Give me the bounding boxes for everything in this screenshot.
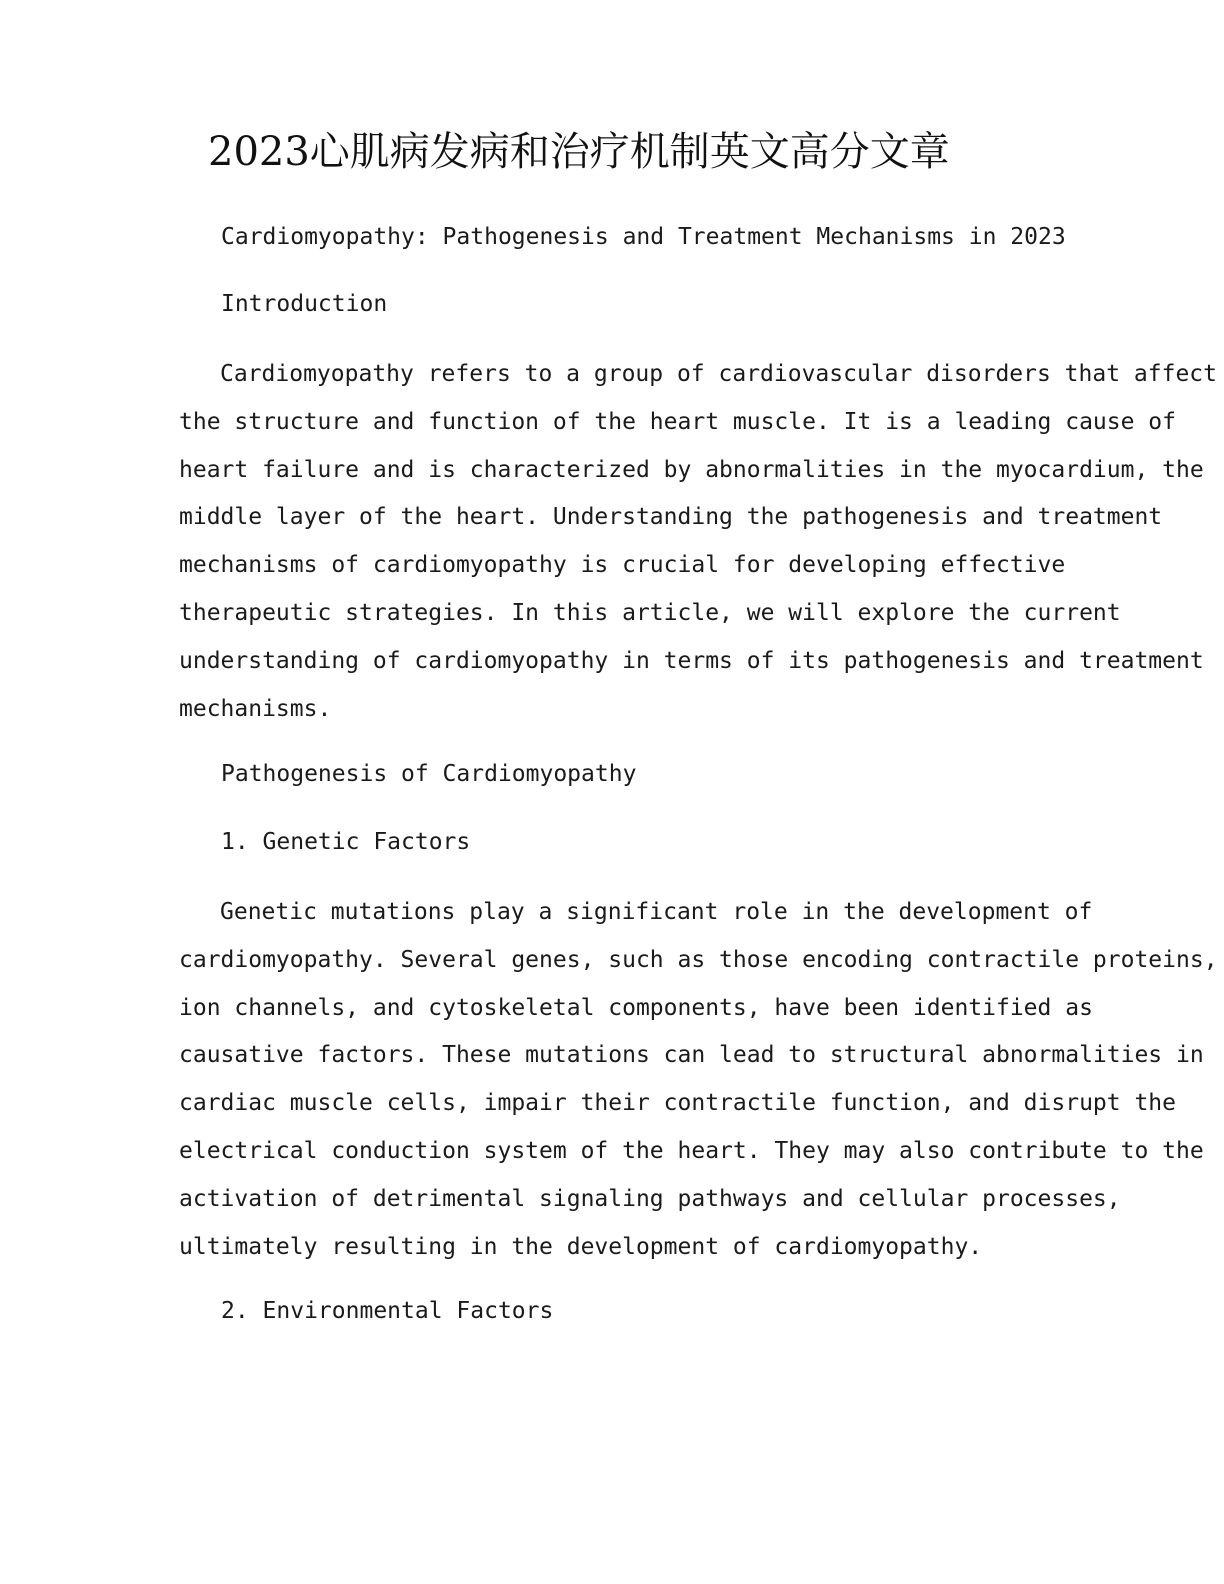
subsection-heading-genetic-factors: 1. Genetic Factors bbox=[221, 829, 471, 855]
section-heading-introduction: Introduction bbox=[221, 291, 388, 317]
document-title: 2023心肌病发病和治疗机制英文高分文章 bbox=[208, 129, 950, 175]
subsection-heading-environmental-factors: 2. Environmental Factors bbox=[221, 1298, 554, 1324]
section-heading-pathogenesis: Pathogenesis of Cardiomyopathy bbox=[221, 761, 637, 787]
paragraph-genetic-factors: Genetic mutations play a significant role in the development of cardiomyopathy. Several genes, such as those encoding contractile proteins, ion channels, and cytoskeletal components, have been identified as causative factors. These mutations can lead to structural abnormalities in cardiac muscle cells, impair their contractile function, and disrupt the electrical conduction system of the heart. They may also contribute to the activation of detrimental signaling pathways and cellular processes, ultimately resulting in the development of cardiomyopathy. bbox=[179, 899, 1218, 1260]
document-subtitle: Cardiomyopathy: Pathogenesis and Treatment Mechanisms in 2023 bbox=[221, 224, 1066, 250]
paragraph-introduction: Cardiomyopathy refers to a group of cardiovascular disorders that affect the structure and function of the heart muscle. It is a leading cause of heart failure and is characterized by abnormalities in the myocardium, the middle layer of the heart. Understanding the pathogenesis and treatment mechanisms of cardiomyopathy is crucial for developing effective therapeutic strategies. In this article, we will explore the current understanding of cardiomyopathy in terms of its pathogenesis and treatment mechanisms. bbox=[179, 361, 1217, 722]
